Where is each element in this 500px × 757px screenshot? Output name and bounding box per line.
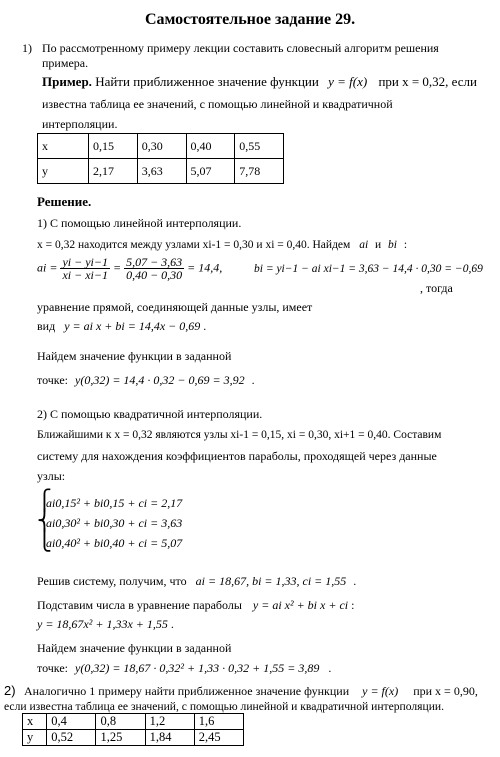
page-title: Самостоятельное задание 29. xyxy=(144,11,356,28)
formula-ai-fraction1 xyxy=(60,256,110,281)
table-cell: y xyxy=(23,730,47,746)
line-eq-text: уравнение прямой, соединяющей данные узлы, имеет xyxy=(37,300,313,314)
data-table-1 xyxy=(37,133,284,184)
togda-text: , тогда xyxy=(420,281,453,295)
find-value2-text: Найдем значение функции в заданной xyxy=(37,641,232,655)
find-value1-text: Найдем значение функции в заданной xyxy=(37,349,232,363)
table-row xyxy=(38,159,284,184)
and-text: и xyxy=(375,239,382,251)
example-line1 xyxy=(42,74,477,90)
table-cell: y xyxy=(38,159,89,184)
point2-text: точке: xyxy=(37,661,69,675)
table-cell: 0,15 xyxy=(89,134,138,159)
example-function: y = f(x) xyxy=(328,74,368,89)
line-equation: y = ai x + bi = 14,4x − 0,69 xyxy=(64,319,201,333)
table-cell: 0,52 xyxy=(47,730,96,746)
system-eq3: ai0,40² + bi0,40 + ci = 5,07 xyxy=(46,536,183,550)
table-cell: x xyxy=(38,134,89,159)
task2-line2: если известна таблица ее значений, с помощью линейной и квадратичной интерполяции. xyxy=(4,700,445,713)
example-text-a: Найти приближенное значение функции xyxy=(95,74,319,89)
formula-bi: bi = yi−1 − ai xi−1 = 3,63 − 14,4 · 0,30 = −0,69 xyxy=(254,263,483,275)
system-brace-mid-icon: ⎨ xyxy=(37,510,52,532)
task2-number: 2) xyxy=(4,683,16,698)
colon-text: : xyxy=(403,239,408,251)
formula-ai-result: = 14,4, xyxy=(187,260,223,275)
table-cell: 0,4 xyxy=(47,714,96,730)
example-line3: интерполяции. xyxy=(42,117,118,131)
table-cell: 0,55 xyxy=(235,134,284,159)
value2-dot: . xyxy=(328,661,332,675)
linear-heading: 1) С помощью линейной интерполяции. xyxy=(37,216,242,230)
solved-dot: . xyxy=(353,574,357,588)
table-cell: 1,6 xyxy=(194,714,243,730)
table-cell: 5,07 xyxy=(186,159,235,184)
value1-equation: y(0,32) = 14,4 · 0,32 − 0,69 = 3,92 xyxy=(75,373,245,387)
line-eq-row xyxy=(37,319,206,334)
fraction-numerator: yi − yi−1 xyxy=(62,255,108,269)
table-row xyxy=(23,730,244,746)
quad-text1: Ближайшими к x = 0,32 являются узлы xi-1 = 0,15, xi = 0,30, xi+1 = 0,40. Составим xyxy=(37,429,442,441)
table-cell: 0,40 xyxy=(186,134,235,159)
example-line2: известна таблица ее значений, с помощью линейной и квадратичной xyxy=(42,97,393,111)
table-cell: 0,8 xyxy=(96,714,145,730)
parabola-general: y = ai x² + bi x + ci xyxy=(252,598,349,612)
table-cell: 0,30 xyxy=(137,134,186,159)
formula-ai xyxy=(37,256,222,281)
table-cell: 7,78 xyxy=(235,159,284,184)
parabola-row xyxy=(37,617,174,632)
linear-text-body: x = 0,32 находится между узлами xi-1 = 0,30 и xi = 0,40. Найдем xyxy=(37,239,351,251)
task2-text-b: при x = 0,90, xyxy=(413,684,478,698)
quad-heading: 2) С помощью квадратичной интерполяции. xyxy=(37,407,263,421)
example-text-b: при x = 0,32, если xyxy=(378,74,477,89)
formula-ai-equals: = xyxy=(112,260,122,275)
table-cell: 1,84 xyxy=(145,730,194,746)
task2-function: y = f(x) xyxy=(362,684,399,698)
table-cell: 3,63 xyxy=(137,159,186,184)
system-eq1: ai0,15² + bi0,15 + ci = 2,17 xyxy=(46,496,183,510)
solved-row xyxy=(37,574,356,589)
subst-row xyxy=(37,598,354,613)
table-cell: 1,25 xyxy=(96,730,145,746)
table-cell: 2,17 xyxy=(89,159,138,184)
line-eq-dot: . xyxy=(203,319,207,333)
task2-text-a: Аналогично 1 примеру найти приближенное значение функции xyxy=(24,684,350,698)
example-label: Пример. xyxy=(42,74,92,89)
system-brace-icon: ⎧ xyxy=(37,490,52,512)
value2-equation: y(0,32) = 18,67 · 0,32² + 1,33 · 0,32 + 1,55 = 3,89 xyxy=(75,661,320,675)
formula-ai-lhs: ai = xyxy=(37,260,58,275)
formula-ai-fraction2 xyxy=(124,256,184,281)
task1-line1: По рассмотренному примеру лекции составить словесный алгоритм решения xyxy=(42,41,439,55)
task1-number: 1) xyxy=(22,41,32,55)
solved-text: Решив систему, получим, что xyxy=(37,574,187,588)
data-table-2 xyxy=(22,713,244,746)
table-cell: 1,2 xyxy=(145,714,194,730)
point1-text: точке: xyxy=(37,373,69,387)
system-eq2: ai0,30² + bi0,30 + ci = 3,63 xyxy=(46,516,183,530)
fraction-denominator: 0,40 − 0,30 xyxy=(126,268,183,282)
vid-text: вид xyxy=(37,319,56,333)
value1-dot: . xyxy=(251,373,255,387)
solved-values: ai = 18,67, bi = 1,33, ci = 1,55 xyxy=(195,574,347,588)
subst-colon: : xyxy=(351,598,355,612)
table-row xyxy=(38,134,284,159)
task1-line2: примера. xyxy=(42,56,89,70)
parabola-dot: . xyxy=(170,617,174,631)
subst-text: Подставим числа в уравнение параболы xyxy=(37,598,242,612)
fraction-numerator: 5,07 − 3,63 xyxy=(126,255,183,269)
linear-text xyxy=(37,239,407,251)
table-cell: x xyxy=(23,714,47,730)
quad-text2: систему для нахождения коэффициентов параболы, проходящей через данные xyxy=(37,449,437,463)
table-row xyxy=(23,714,244,730)
system-brace-bottom-icon: ⎩ xyxy=(37,530,52,552)
quad-text3: узлы: xyxy=(37,469,66,483)
table-cell: 2,45 xyxy=(194,730,243,746)
fraction-denominator: xi − xi−1 xyxy=(62,268,108,282)
parabola-numeric: y = 18,67x² + 1,33x + 1,55 xyxy=(37,617,168,631)
solution-label: Решение. xyxy=(37,194,92,209)
task2-line1 xyxy=(24,684,478,699)
bi-symbol: bi xyxy=(388,239,397,251)
value1-row xyxy=(37,373,255,388)
ai-symbol: ai xyxy=(359,239,369,251)
value2-row xyxy=(37,661,331,676)
